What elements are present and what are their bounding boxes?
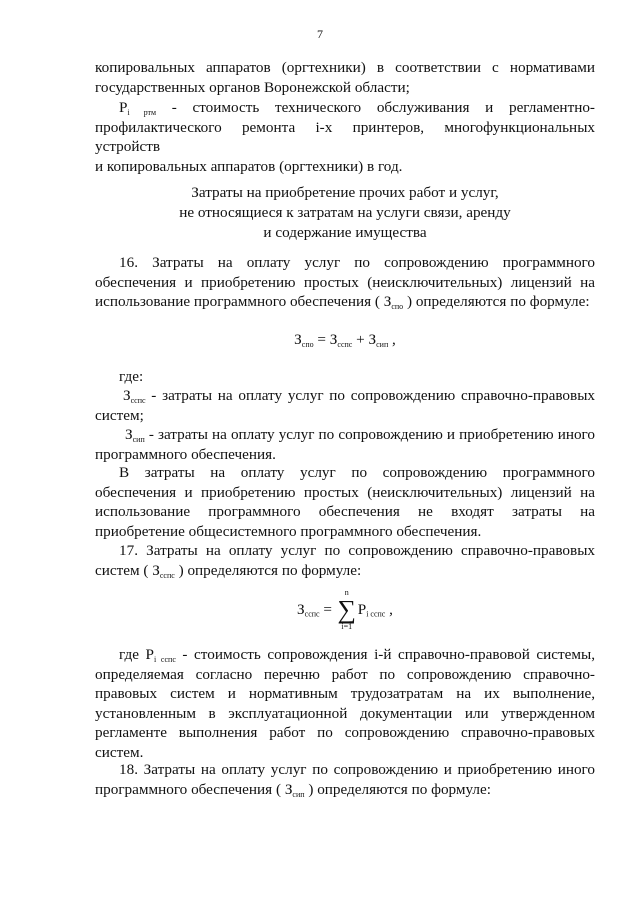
symbol-subscript: сип	[292, 789, 305, 799]
symbol-z: З	[284, 780, 293, 798]
text-line: программного обеспечения.	[95, 445, 276, 463]
symbol-subscript: i сспс	[153, 655, 176, 664]
text-line	[95, 425, 595, 445]
summation-upper: n	[344, 588, 349, 597]
text-line: государственных органов Воронежской области;	[95, 78, 410, 96]
heading-line: и содержание имущества	[263, 224, 427, 241]
text-fragment: - затраты на оплату услуг по сопровождению справочно-правовых	[145, 387, 595, 404]
paragraph-17	[95, 541, 595, 580]
formula-operator: +	[352, 331, 369, 348]
paragraph-p-rtm-definition	[95, 98, 595, 176]
where-label: где:	[119, 368, 144, 385]
heading-line: Затраты на приобретение прочих работ и услуг,	[191, 184, 499, 201]
formula-operator: =	[313, 331, 330, 348]
symbol-subscript: спо	[391, 302, 404, 311]
text-line: В затраты на оплату услуг по сопровождению программного	[119, 464, 595, 481]
text-fragment: ) определяются по формуле:	[174, 561, 362, 579]
heading-line: не относящиеся к затратам на услуги связи, аренду	[179, 204, 511, 221]
formula-z-sspc	[95, 589, 595, 631]
text-line: копировальных аппаратов (оргтехники) в соответствии с нормативами	[95, 59, 595, 76]
formula-operator: =	[319, 601, 336, 618]
text-fragment: ) определяются по формуле:	[403, 293, 590, 310]
text-fragment: систем (	[95, 561, 153, 579]
text-line	[95, 645, 595, 665]
formula-subscript: спо	[301, 340, 314, 349]
formula-subscript: сспс	[337, 340, 353, 349]
formula-lhs: З	[297, 601, 305, 618]
text-line	[95, 386, 595, 406]
formula-term: З	[329, 331, 338, 348]
text-line: профилактического ремонта i-х принтеров, многофункциональных устройств	[95, 118, 595, 155]
paragraph-continuation	[95, 58, 595, 97]
text-line: регламенте выполнения работ по сопровождению справочно-правовых	[95, 724, 595, 741]
text-fragment: использование программного обеспечения (	[95, 293, 384, 310]
text-line	[95, 561, 595, 581]
text-line: и копировальных аппаратов (оргтехники) в год.	[95, 157, 403, 175]
text-fragment: - стоимость сопровождения i-й справочно-правовой системы,	[175, 646, 595, 663]
text-line: 17. Затраты на оплату услуг по сопровождению справочно-правовых	[119, 542, 595, 559]
text-line	[95, 780, 595, 800]
symbol-p: P	[145, 646, 154, 663]
text-line: обеспечения и приобретению простых (неисключительных) лицензий на	[95, 483, 595, 501]
symbol-p: P	[119, 99, 128, 116]
text-line: обеспечения и приобретению простых (неисключительных) лицензий на	[95, 273, 595, 291]
text-fragment: - стоимость технического обслуживания и регламентно-	[156, 99, 595, 116]
text-line	[95, 98, 595, 118]
symbol-z: З	[123, 387, 131, 404]
summation	[336, 589, 358, 631]
symbol-z: З	[383, 293, 392, 310]
text-line: приобретение общесистемного программного обеспечения.	[95, 522, 482, 540]
formula-punctuation: ,	[388, 331, 396, 348]
definition-z-sip	[95, 425, 595, 464]
symbol-subscript: i ртм	[127, 108, 157, 117]
text-line	[95, 292, 595, 312]
text-line: использование программного обеспечения не входят затраты на	[95, 503, 595, 520]
text-line: определяемая согласно перечню работ по сопровождению справочно-	[95, 665, 595, 683]
formula-z-spo	[95, 331, 595, 349]
formula-subscript: сспс	[304, 609, 320, 619]
formula-subscript: i сспс	[366, 609, 386, 619]
section-heading	[95, 183, 595, 243]
text-fragment: где	[119, 646, 146, 663]
formula-lhs: З	[294, 331, 302, 348]
paragraph-exclusion	[95, 463, 595, 541]
text-line: 16. Затраты на оплату услуг по сопровождению программного	[119, 254, 595, 271]
definition-z-sspc	[95, 386, 595, 425]
text-fragment: - затраты на оплату услуг по сопровождению и приобретению иного	[144, 426, 595, 443]
sigma-symbol: ∑	[337, 595, 357, 624]
paragraph-18	[95, 760, 595, 799]
symbol-z: З	[152, 561, 160, 579]
text-line: 18. Затраты на оплату услуг по сопровождению и приобретению иного	[119, 761, 595, 778]
paragraph-16	[95, 253, 595, 312]
symbol-subscript: сспс	[130, 396, 146, 405]
formula-term: З	[368, 331, 377, 348]
symbol-subscript: сип	[132, 435, 145, 444]
text-fragment: ) определяются по формуле:	[304, 780, 491, 798]
definition-p-i-sspc	[95, 645, 595, 762]
formula-punctuation: ,	[385, 601, 393, 618]
symbol-subscript: сспс	[159, 570, 175, 580]
symbol-z: З	[125, 426, 133, 443]
text-fragment: программного обеспечения (	[95, 780, 285, 798]
formula-term: P	[357, 601, 367, 618]
summation-lower: i=1	[341, 622, 353, 631]
text-line: установленным в эксплуатационной документации или утвержденном	[95, 704, 595, 722]
formula-subscript: сип	[376, 340, 389, 349]
text-line: правовых систем и нормативным трудозатратам на их выполнение,	[95, 685, 595, 702]
text-line: систем.	[95, 743, 144, 761]
page-number: 7	[317, 27, 323, 41]
text-line: систем;	[95, 406, 144, 424]
